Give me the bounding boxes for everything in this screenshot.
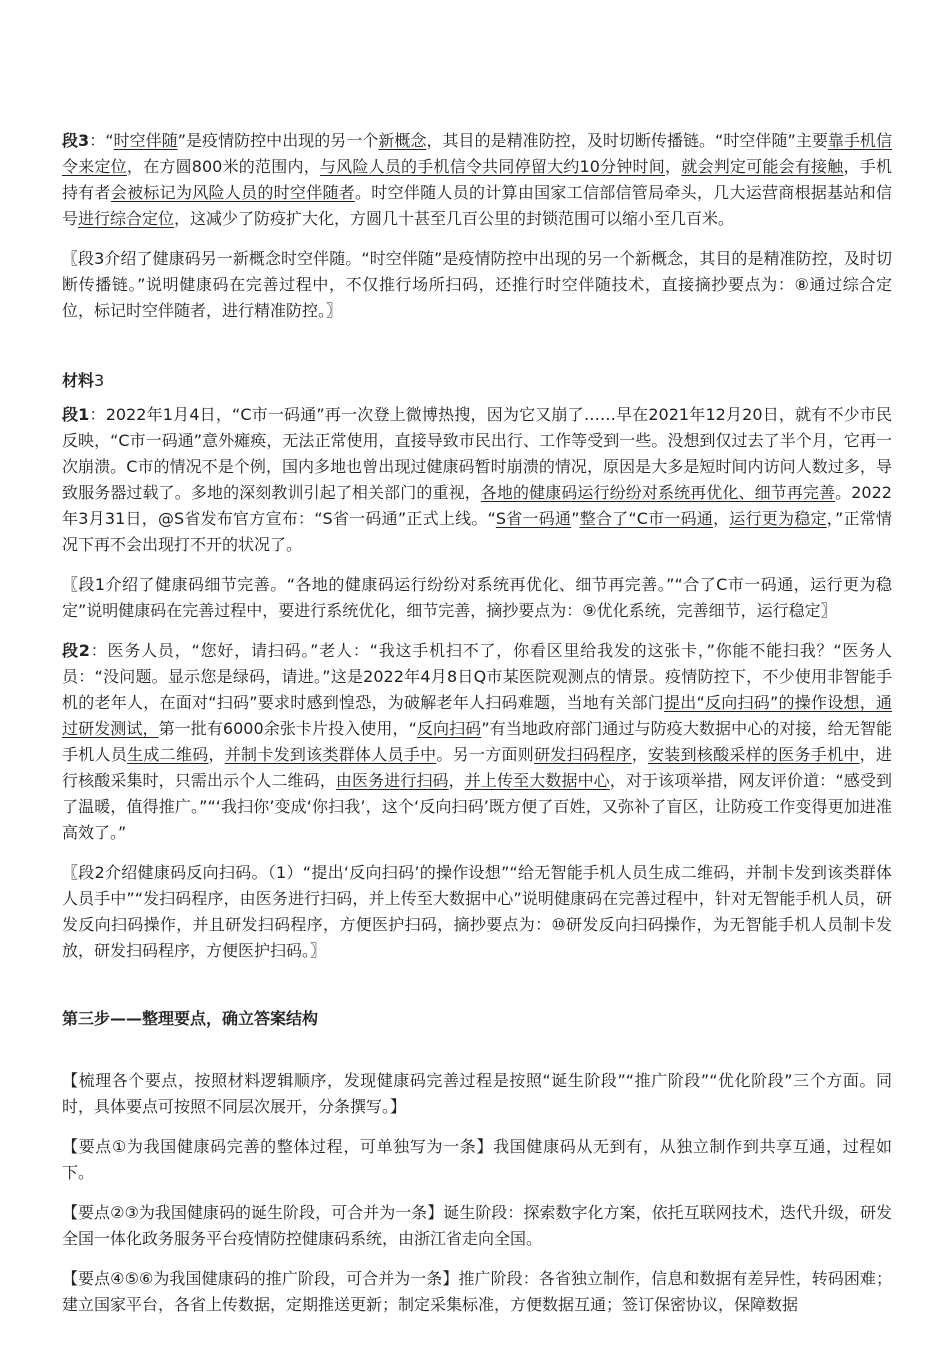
step3-point-1: 【要点①为我国健康码完善的整体过程，可单独写为一条】我国健康码从无到有，从独立制作到共享互通，过程如下。 — [62, 1137, 892, 1182]
para-label: 段2 — [62, 641, 90, 660]
step3-heading: 第三步——整理要点，确立答案结构 — [62, 1009, 319, 1028]
analysis-note-m3p2: 〖段2介绍健康码反向扫码。（1）“提出‘反向扫码’的操作设想”“给无智能手机人员生成二维码，并制卡发到该类群体人员手中”“发扫码程序，由医务进行扫码，并上传至大数据中心”说明健康码在完善过程中，针对无智能手机人员，研发反向扫码操作，并且研发扫码程序，方便医护扫码，摘抄要点为：⑩研发反向扫码操作，为无智能手机人员制卡发放，研发扫码程序，方便医护扫码。〗 — [62, 863, 892, 960]
material2-para3: 段3：“时空伴随”是疫情防控中出现的另一个新概念，其目的是精准防控，及时切断传播链。“时空伴随”主要靠手机信令来定位，在方圆800米的范围内，与风险人员的手机信令共同停留大约10分钟时间，就会判定可能会有接触，手机持有者会被标记为风险人员的时空伴随者。时空伴随人员的计算由国家工信部信管局牵头，几大运营商根据基站和信号进行综合定位，这减少了防疫扩大化，方圆几十甚至几百公里的封锁范围可以缩小至几百米。 — [62, 131, 892, 228]
step3-point-3: 【要点④⑤⑥为我国健康码的推广阶段，可合并为一条】推广阶段：各省独立制作，信息和数据有差异性，转码困难；建立国家平台，各省上传数据，定期推送更新；制定采集标准，方便数据互通；签订保密协议，保障数据 — [62, 1269, 892, 1314]
analysis-note-para3: 〖段3介绍了健康码另一新概念时空伴随。“时空伴随”是疫情防控中出现的另一个新概念，其目的是精准防控，及时切断传播链。”说明健康码在完善过程中，不仅推行场所扫码，还推行时空伴随技术，直接摘抄要点为：⑧通过综合定位，标记时空伴随者，进行精准防控。〗 — [62, 249, 892, 320]
analysis-note-m3p1: 〖段1介绍了健康码细节完善。“各地的健康码运行纷纷对系统再优化、细节再完善。”“合了C市一码通，运行更为稳定”说明健康码在完善过程中，要进行系统优化，细节完善，摘抄要点为：⑨优化系统，完善细节，运行稳定〗 — [62, 575, 892, 620]
step3-point-2: 【要点②③为我国健康码的诞生阶段，可合并为一条】诞生阶段：探索数字化方案，依托互联网技术，迭代升级，研发全国一体化政务服务平台疫情防控健康码系统，由浙江省走向全国。 — [62, 1203, 892, 1248]
document-page — [62, 128, 892, 1332]
para-label: 段1 — [62, 405, 90, 424]
step3-intro: 【梳理各个要点，按照材料逻辑顺序，发现健康码完善过程是按照“诞生阶段”“推广阶段”“优化阶段”三个方面。同时，具体要点可按照不同层次展开，分条撰写。】 — [62, 1071, 892, 1116]
para-label: 段3 — [62, 131, 90, 150]
material-heading: 材料3 — [62, 371, 105, 390]
material3-para1: 段1：2022年1月4日，“C市一码通”再一次登上微博热搜，因为它又崩了……早在2021年12月20日，就有不少市民反映，“C市一码通”意外瘫痪，无法正常使用，直接导致市民出行、工作等受到一些。没想到仅过去了半个月，它再一次崩溃。C市的情况不是个例，国内多地也曾出现过健康码暂时崩溃的情况，原因是大多是短时间内访问人数过多，导致服务器过载了。多地的深刻教训引起了相关部门的重视，各地的健康码运行纷纷对系统再优化、细节再完善。2022年3月31日，@S省发布官方宣布：“S省一码通”正式上线。“S省一码通”整合了“C市一码通，运行更为稳定，”正常情况下再不会出现打不开的状况了。 — [62, 405, 892, 554]
material3-para2: 段2：医务人员，“您好，请扫码。”老人：“我这手机扫不了，你看区里给我发的这张卡，”你能不能扫我？“医务人员：“没问题。显示您是绿码，请进。”这是2022年4月8日Q市某医院观测点的情景。疫情防控下，不少使用非智能手机的老年人，在面对“扫码”要求时感到惶恐，为破解老年人扫码难题，当地有关部门提出“反向扫码”的操作设想，通过研发测试，第一批有6000余张卡片投入使用，“反向扫码”有当地政府部门通过与防疫大数据中心的对接，给无智能手机人员生成二维码，并制卡发到该类群体人员手中。另一方面则研发扫码程序，安装到核酸采样的医务手机中，进行核酸采集时，只需出示个人二维码，由医务进行扫码，并上传至大数据中心，对于该项举措，网友评价道：“感受到了温暖，值得推广。”“‘我扫你’变成‘你扫我’，这个‘反向扫码’既方便了百姓，又弥补了盲区，让防疫工作变得更加进准高效了。” — [62, 641, 892, 842]
